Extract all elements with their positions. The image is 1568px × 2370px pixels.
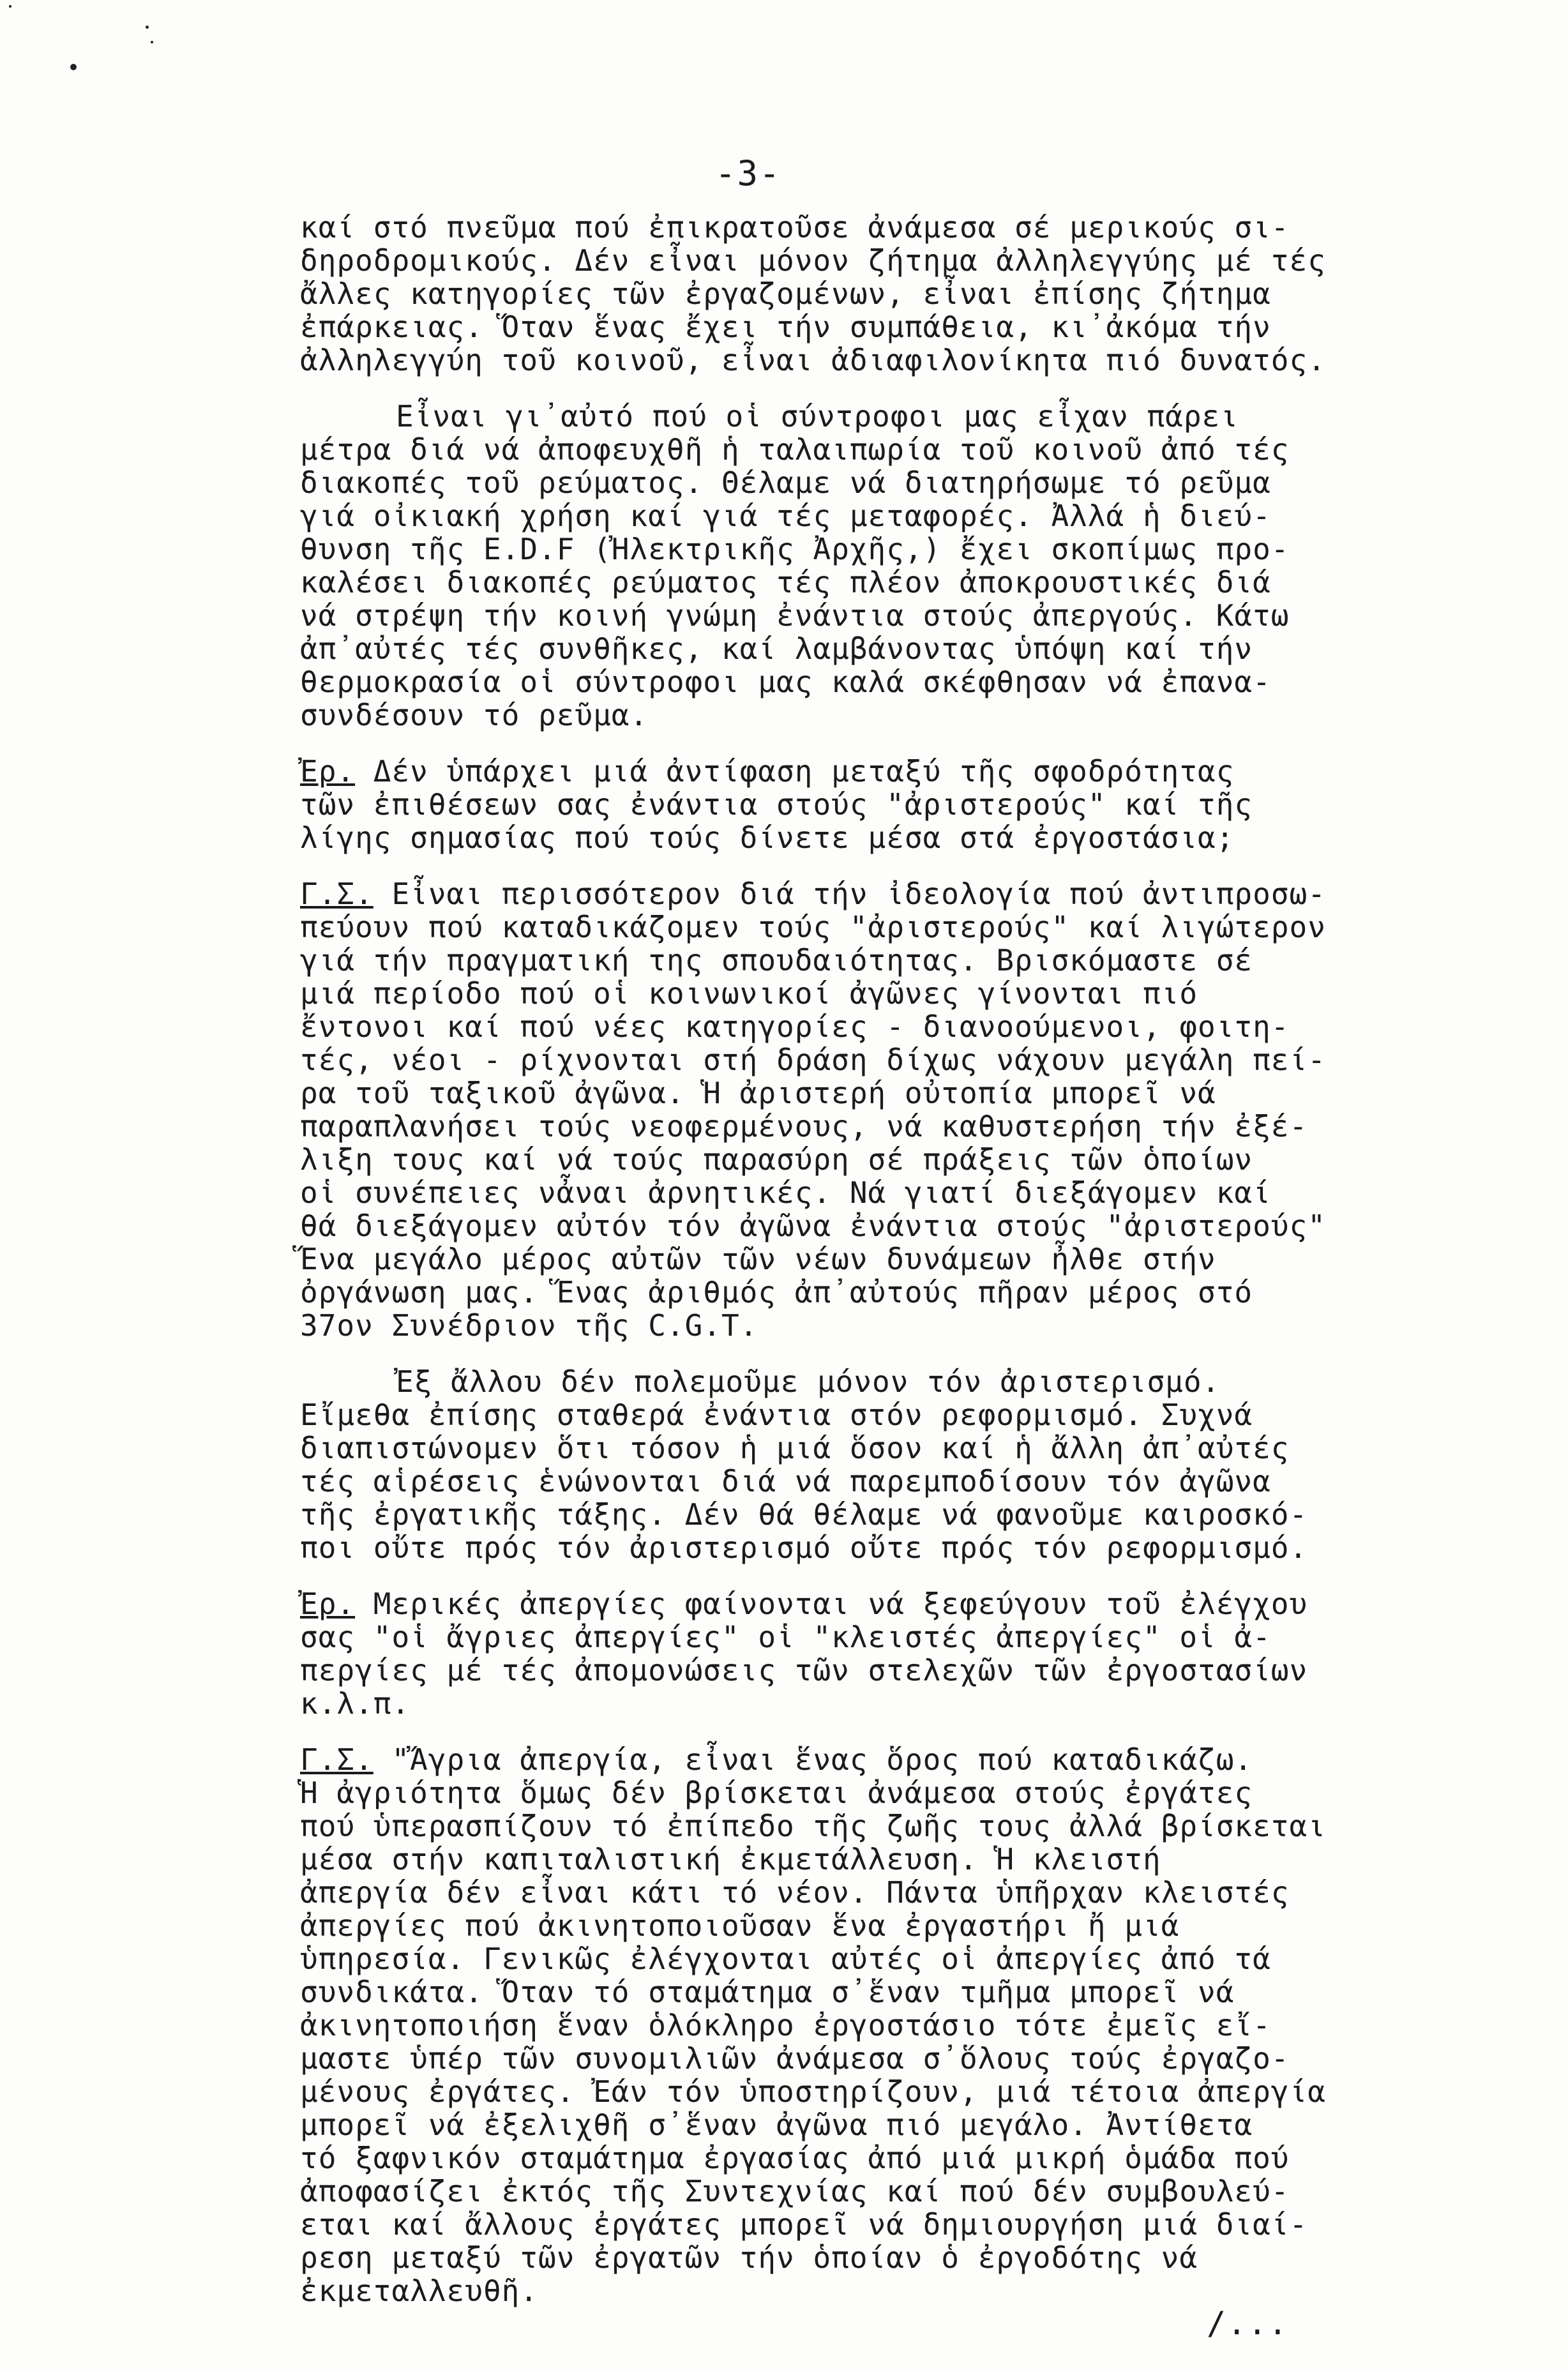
line-text: Εἶναι περισσότερον διά τήν ἰδεολογία πού ἀντιπροσω- — [373, 877, 1326, 911]
text-line: ἀκινητοποιήση ἕναν ὁλόκληρο ἐργοστάσιο τότε ἐμεῖς εἴ- — [300, 2008, 1271, 2042]
answer-paragraph-1 — [300, 877, 1494, 1342]
line-text: Μερικές ἀπεργίες φαίνονται νά ξεφεύγουν τοῦ ἐλέγχου — [355, 1587, 1308, 1621]
text-line: συνδέσουν τό ρεῦμα. — [300, 698, 649, 732]
text-line: μένους ἐργάτες. Ἐάν τόν ὑποστηρίζουν, μιά τέτοια ἀπεργία — [300, 2074, 1326, 2109]
text-line: πού ὑπερασπίζουν τό ἐπίπεδο τῆς ζωῆς τους ἀλλά βρίσκεται — [300, 1809, 1326, 1843]
text-line — [300, 755, 1494, 788]
text-line: δηροδρομικούς. Δέν εἶναι μόνον ζήτημα ἀλληλεγγύης μέ τές — [300, 243, 1326, 278]
text-line: πεύουν πού καταδικάζομεν τούς "ἀριστερούς" καί λιγώτερον — [300, 910, 1326, 944]
text-line: Ἕνα μεγάλο μέρος αὐτῶν τῶν νέων δυνάμεων ἦλθε στήν — [300, 1242, 1216, 1276]
text-line: ἀλληλεγγύη τοῦ κοινοῦ, εἶναι ἀδιαφιλονίκητα πιό δυνατός. — [300, 343, 1326, 377]
speaker-label: Ἐρ. — [300, 1587, 356, 1621]
text-line: διαπιστώνομεν ὅτι τόσον ἡ μιά ὅσον καί ἡ ἄλλη ἀπ᾽αὐτές — [300, 1431, 1290, 1465]
question-paragraph-2 — [300, 1587, 1494, 1720]
text-line: θά διεξάγομεν αὐτόν τόν ἀγῶνα ἐνάντια στούς "ἀριστερούς" — [300, 1209, 1326, 1243]
text-line: Εἴμεθα ἐπίσης σταθερά ἐνάντια στόν ρεφορμισμό. Συχνά — [300, 1398, 1253, 1432]
text-line: διακοπές τοῦ ρεύματος. Θέλαμε νά διατηρήσωμε τό ρεῦμα — [300, 465, 1271, 500]
text-line: νά στρέψη τήν κοινή γνώμη ἐνάντια στούς ἀπεργούς. Κάτω — [300, 598, 1290, 633]
text-line: μέτρα διά νά ἀποφευχθῆ ἡ ταλαιπωρία τοῦ κοινοῦ ἀπό τές — [300, 432, 1290, 467]
question-paragraph-1 — [300, 755, 1494, 854]
text-line: συνδικάτα. Ὅταν τό σταμάτημα σ᾽ἕναν τμῆμα μπορεῖ νά — [300, 1975, 1235, 2009]
text-line: ρα τοῦ ταξικοῦ ἀγῶνα. Ἡ ἀριστερή οὐτοπία μπορεῖ νά — [300, 1076, 1216, 1110]
text-line: Ἡ ἀγριότητα ὅμως δέν βρίσκεται ἀνάμεσα στούς ἐργάτες — [300, 1776, 1253, 1810]
paragraph-1 — [300, 211, 1494, 377]
text-line: οἱ συνέπειες νἆναι ἀρνητικές. Νά γιατί διεξάγομεν καί — [300, 1175, 1271, 1210]
text-line: σας "οἱ ἄγριες ἀπεργίες" οἱ "κλειστές ἀπεργίες" οἱ ἀ- — [300, 1620, 1271, 1654]
text-line: ἄλλες κατηγορίες τῶν ἐργαζομένων, εἶναι ἐπίσης ζήτημα — [300, 276, 1271, 311]
text-line: ἐπάρκειας. Ὅταν ἕνας ἔχει τήν συμπάθεια, κι᾽ἀκόμα τήν — [300, 310, 1271, 344]
text-line: θυνση τῆς E.D.F (Ἠλεκτρικῆς Ἀρχῆς,) ἔχει σκοπίμως προ- — [300, 532, 1290, 566]
text-line: τές, νέοι - ρίχνονται στή δράση δίχως νάχουν μεγάλη πεί- — [300, 1043, 1326, 1077]
text-line — [300, 1743, 1494, 1776]
text-line: ὀργάνωση μας. Ἕνας ἀριθμός ἀπ᾽αὐτούς πῆραν μέρος στό — [300, 1275, 1253, 1310]
text-line — [300, 877, 1494, 910]
speaker-label: Γ.Σ. — [300, 877, 373, 911]
text-line: μέσα στήν καπιταλιστική ἐκμετάλλευση. Ἡ κλειστή — [300, 1842, 1161, 1876]
text-line: καί στό πνεῦμα πού ἐπικρατοῦσε ἀνάμεσα σέ μερικούς σι- — [300, 210, 1290, 245]
text-line: γιά οἰκιακή χρήση καί γιά τές μεταφορές. Ἀλλά ἡ διεύ- — [300, 499, 1271, 533]
text-line: ρεση μεταξύ τῶν ἐργατῶν τήν ὁποίαν ὁ ἐργοδότης νά — [300, 2240, 1198, 2275]
text-line: Εἶναι γι᾽αὐτό πού οἱ σύντροφοι μας εἶχαν πάρει — [396, 399, 1239, 434]
text-line: λιξη τους καί νά τούς παρασύρη σέ πράξεις τῶν ὁποίων — [300, 1142, 1253, 1177]
document-body — [300, 211, 1494, 2330]
text-line: ποι οὔτε πρός τόν ἀριστερισμό οὔτε πρός τόν ρεφορμισμό. — [300, 1530, 1308, 1565]
text-line: ἀποφασίζει ἐκτός τῆς Συντεχνίας καί πού δέν συμβουλεύ- — [300, 2174, 1290, 2208]
text-line: ἀπεργίες πού ἀκινητοποιοῦσαν ἕνα ἐργαστήρι ἤ μιά — [300, 1908, 1180, 1943]
text-line: καλέσει διακοπές ρεύματος τές πλέον ἀποκρουστικές διά — [300, 565, 1271, 600]
scan-speck — [70, 64, 77, 70]
text-line — [300, 1587, 1494, 1620]
text-line: παραπλανήσει τούς νεοφερμένους, νά καθυστερήση τήν ἐξέ- — [300, 1109, 1308, 1143]
answer-paragraph-2 — [300, 1743, 1494, 2307]
continuation-mark: /... — [1207, 2305, 1289, 2342]
text-line: γιά τήν πραγματική της σπουδαιότητας. Βρισκόμαστε σέ — [300, 943, 1253, 977]
text-line: κ.λ.π. — [300, 1686, 411, 1721]
text-line: μαστε ὑπέρ τῶν συνομιλιῶν ἀνάμεσα σ᾽ὅλους τούς ἐργαζο- — [300, 2041, 1290, 2076]
text-line: ἔντονοι καί πού νέες κατηγορίες - διανοούμενοι, φοιτη- — [300, 1009, 1290, 1044]
text-line: τές αἱρέσεις ἑνώνονται διά νά παρεμποδίσουν τόν ἀγῶνα — [300, 1464, 1271, 1498]
line-text: "Ἄγρια ἀπεργία, εἶναι ἕνας ὅρος πού καταδικάζω. — [373, 1742, 1253, 1777]
text-line: λίγης σημασίας πού τούς δίνετε μέσα στά ἐργοστάσια; — [300, 820, 1235, 855]
scan-speck — [9, 5, 11, 8]
text-line: ὑπηρεσία. Γενικῶς ἐλέγχονται αὐτές οἱ ἀπεργίες ἀπό τά — [300, 1942, 1271, 1976]
page-number: -3- — [715, 153, 781, 193]
text-line: τό ξαφνικόν σταμάτημα ἐργασίας ἀπό μιά μικρή ὁμάδα πού — [300, 2141, 1290, 2175]
text-line: 37ον Συνέδριον τῆς C.G.T. — [300, 1308, 758, 1343]
paragraph-5 — [300, 1365, 1494, 1564]
speaker-label: Ἐρ. — [300, 754, 356, 789]
text-line: Ἐξ ἄλλου δέν πολεμοῦμε μόνον τόν ἀριστερισμό. — [396, 1364, 1221, 1399]
text-line: περγίες μέ τές ἀπομονώσεις τῶν στελεχῶν τῶν ἐργοστασίων — [300, 1653, 1308, 1687]
speaker-label: Γ.Σ. — [300, 1742, 373, 1777]
text-line: εται καί ἄλλους ἐργάτες μπορεῖ νά δημιουργήση μιά διαί- — [300, 2207, 1308, 2242]
text-line: ἀπεργία δέν εἶναι κάτι τό νέον. Πάντα ὑπῆρχαν κλειστές — [300, 1875, 1290, 1910]
text-line: τῆς ἐργατικῆς τάξης. Δέν θά θέλαμε νά φανοῦμε καιροσκό- — [300, 1497, 1308, 1532]
scan-speck — [151, 41, 153, 43]
text-line: μπορεῖ νά ἐξελιχθῆ σ᾽ἕναν ἀγῶνα πιό μεγάλο. Ἀντίθετα — [300, 2108, 1253, 2142]
scan-speck — [146, 26, 149, 29]
text-line: μιά περίοδο πού οἱ κοινωνικοί ἀγῶνες γίνονται πιό — [300, 976, 1198, 1011]
text-line: ἀπ᾽αὐτές τές συνθῆκες, καί λαμβάνοντας ὑπόψη καί τήν — [300, 631, 1253, 666]
text-line: τῶν ἐπιθέσεων σας ἐνάντια στούς "ἀριστερούς" καί τῆς — [300, 787, 1253, 822]
text-line: θερμοκρασία οἱ σύντροφοι μας καλά σκέφθησαν νά ἐπανα- — [300, 665, 1271, 699]
line-text: Δέν ὑπάρχει μιά ἀντίφαση μεταξύ τῆς σφοδρότητας — [355, 754, 1235, 789]
text-line: ἐκμεταλλευθῆ. — [300, 2274, 539, 2308]
paragraph-2 — [300, 400, 1494, 732]
